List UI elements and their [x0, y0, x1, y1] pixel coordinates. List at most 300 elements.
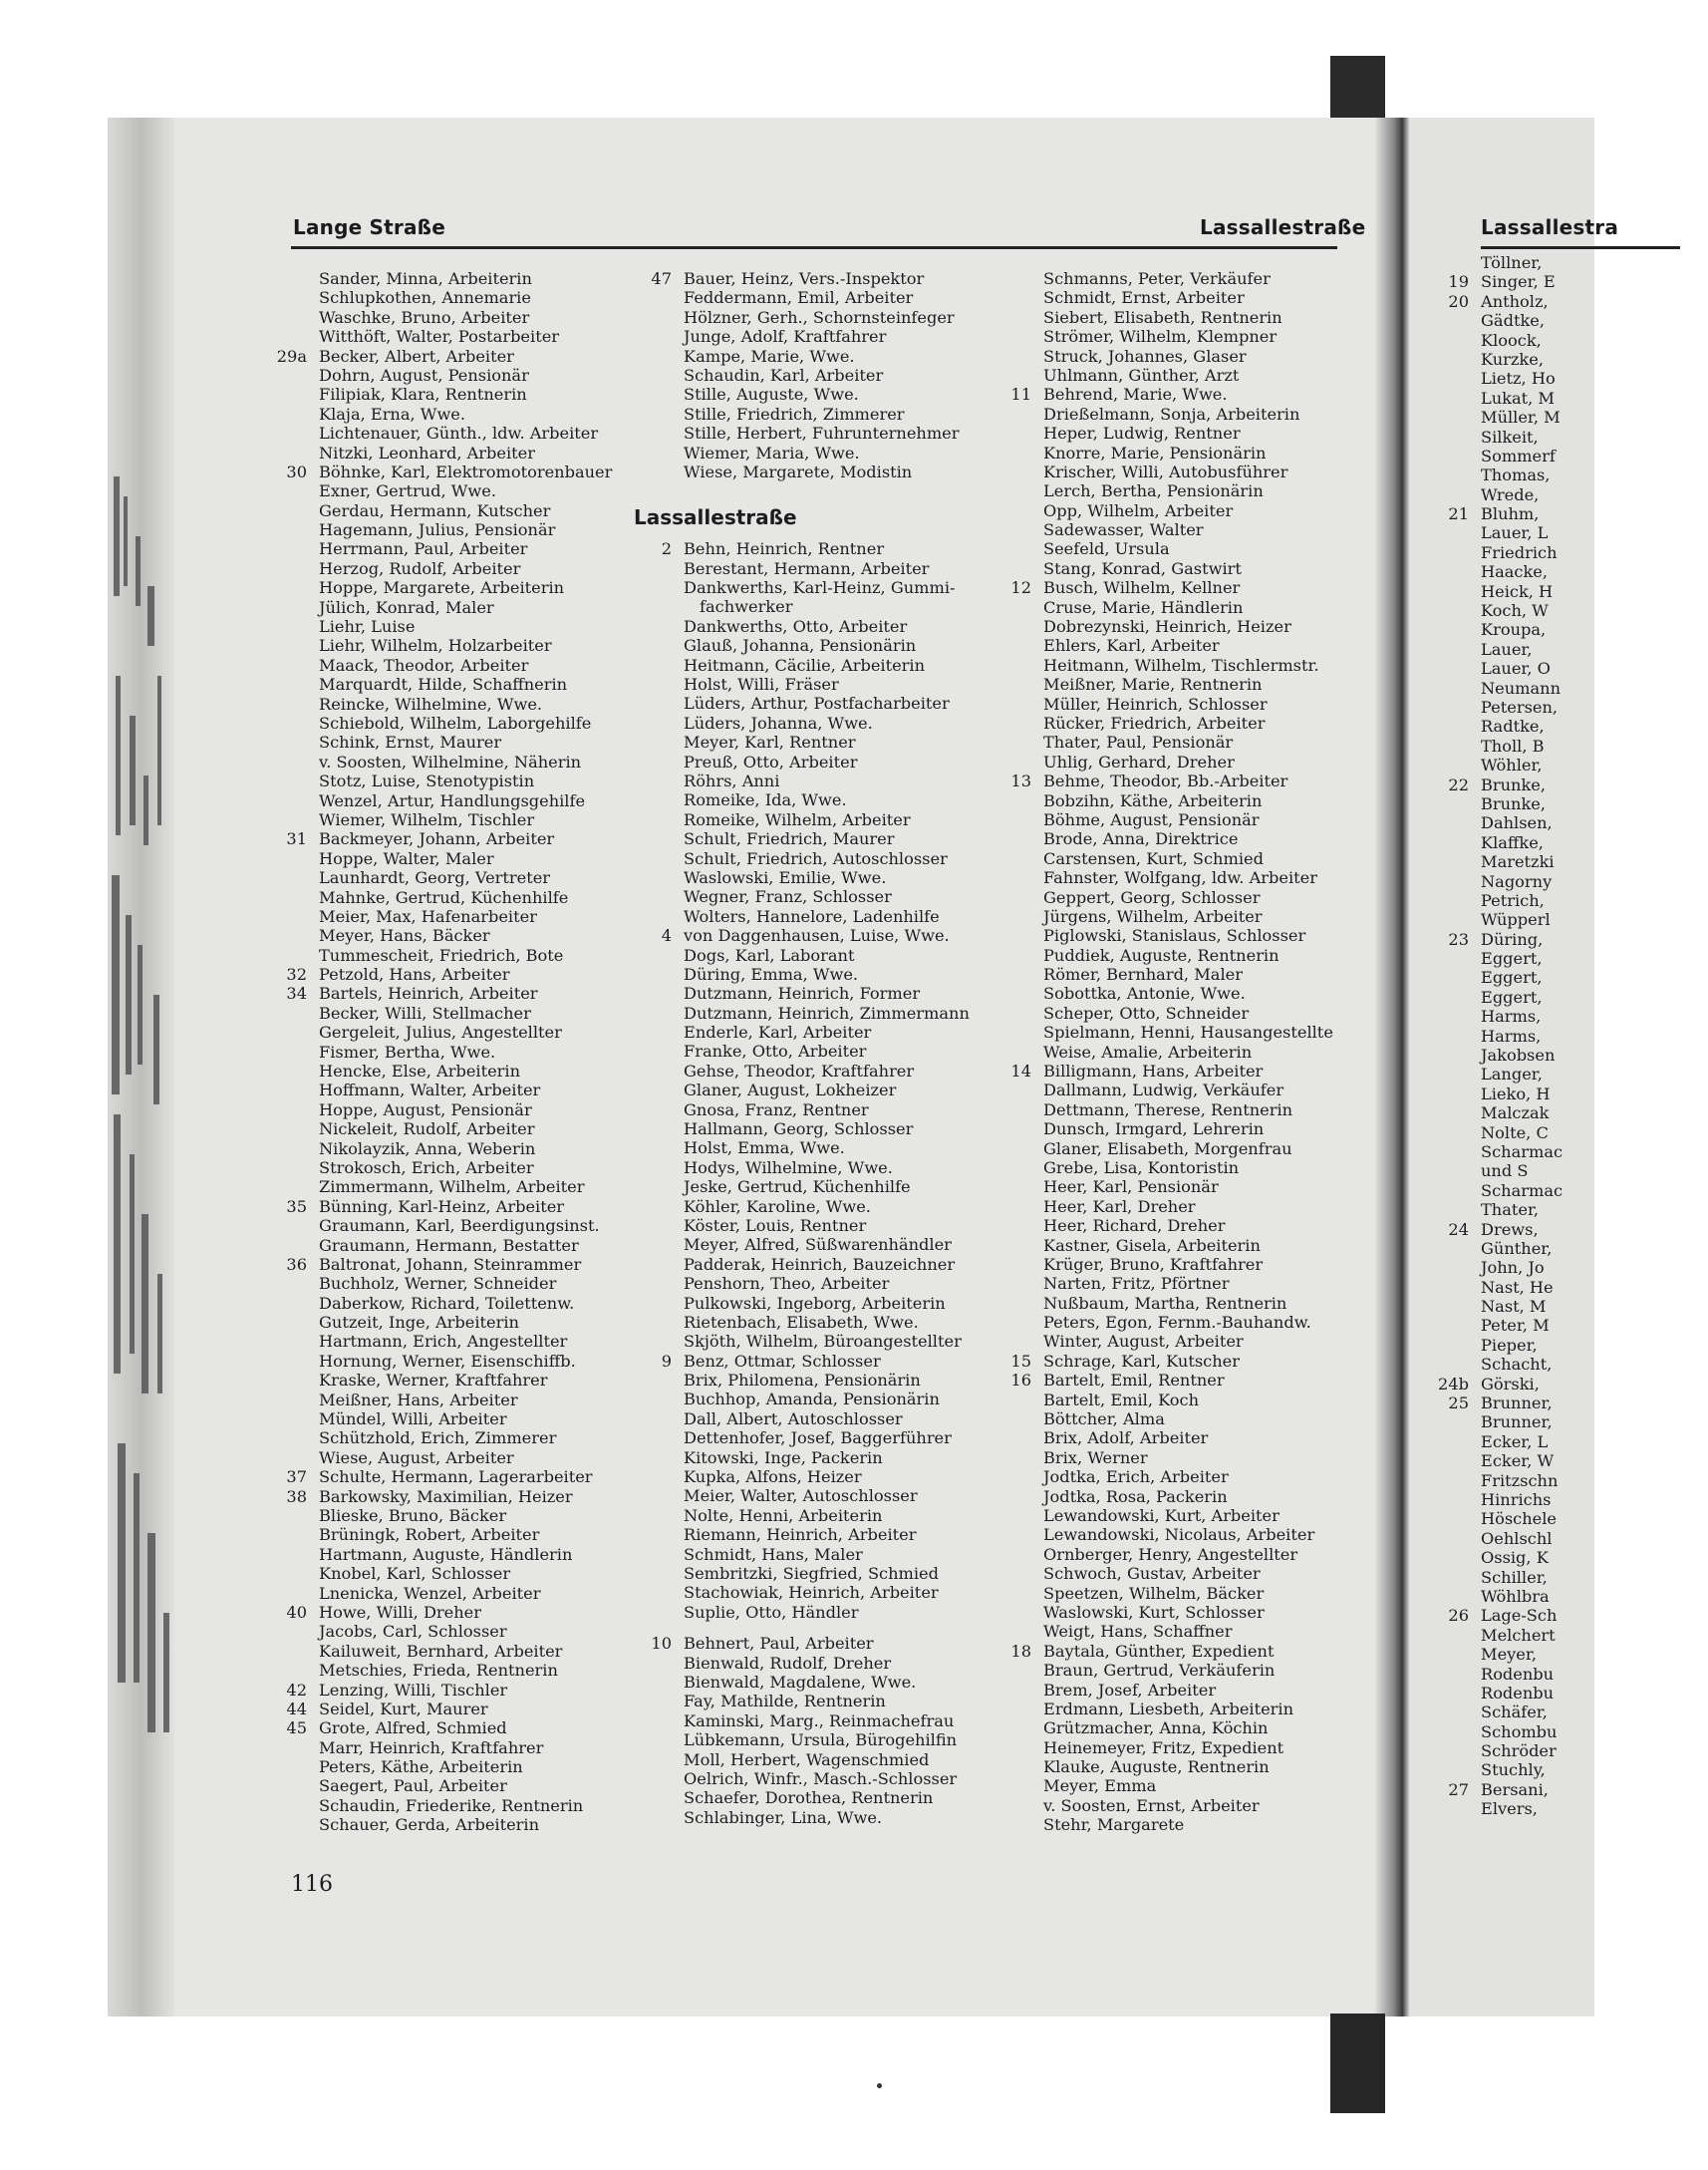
- resident-entry: Pieper,: [1481, 1335, 1538, 1355]
- directory-entry: [269, 772, 628, 790]
- directory-entry: [634, 753, 993, 772]
- resident-entry: Uhlmann, Günther, Arzt: [1043, 365, 1240, 385]
- resident-entry: Wöhler,: [1481, 756, 1543, 775]
- directory-entry: [994, 849, 1352, 868]
- resident-entry: Lauer, L: [1481, 523, 1549, 543]
- resident-entry: Waslowski, Kurt, Schlosser: [1043, 1602, 1265, 1622]
- resident-entry: Ecker, L: [1481, 1431, 1549, 1451]
- directory-entry: [1409, 1258, 1708, 1277]
- directory-entry: [1409, 794, 1708, 813]
- directory-entry: [269, 1352, 628, 1371]
- directory-entry: [994, 656, 1352, 675]
- resident-entry: Marquardt, Hilde, Schaffnerin: [319, 675, 568, 695]
- directory-entry: [634, 965, 993, 984]
- resident-entry: Marr, Heinrich, Kraftfahrer: [319, 1737, 544, 1757]
- house-number: 10: [651, 1634, 672, 1654]
- resident-entry: Brix, Werner: [1043, 1447, 1148, 1467]
- directory-entry: [1409, 1568, 1708, 1587]
- directory-entry: [994, 1313, 1352, 1332]
- directory-entry: [994, 1391, 1352, 1409]
- resident-entry: Brunke,: [1481, 793, 1547, 813]
- directory-entry: [269, 1661, 628, 1680]
- resident-entry: Schaudin, Karl, Arbeiter: [684, 365, 884, 385]
- resident-entry: Petzold, Hans, Arbeiter: [319, 965, 510, 985]
- directory-entry: [269, 714, 628, 733]
- resident-entry: Stehr, Margarete: [1043, 1815, 1185, 1835]
- resident-entry: Nolte, C: [1481, 1122, 1549, 1142]
- directory-entry: [1409, 504, 1708, 523]
- directory-entry: [269, 1584, 628, 1603]
- directory-entry: [634, 829, 993, 848]
- resident-entry: Meyer, Hans, Bäcker: [319, 926, 490, 946]
- directory-entry: [994, 675, 1352, 694]
- resident-entry: Fismer, Bertha, Wwe.: [319, 1042, 496, 1062]
- directory-entry: [1409, 562, 1708, 581]
- resident-entry: Glauß, Johanna, Pensionärin: [684, 636, 917, 656]
- directory-entry: [994, 347, 1352, 366]
- resident-entry: Köster, Louis, Rentner: [684, 1215, 867, 1235]
- directory-entry: [994, 539, 1352, 558]
- directory-entry: [1409, 1451, 1708, 1470]
- directory-entry: [1409, 1027, 1708, 1046]
- resident-entry: Erdmann, Liesbeth, Arbeiterin: [1043, 1699, 1294, 1718]
- resident-entry: Lerch, Bertha, Pensionärin: [1043, 481, 1264, 501]
- directory-entry: [269, 617, 628, 636]
- directory-entry: [1409, 775, 1708, 794]
- resident-entry: Röhrs, Anni: [684, 771, 780, 790]
- resident-entry: Hencke, Else, Arbeiterin: [319, 1062, 521, 1082]
- resident-entry: Meier, Walter, Autoschlosser: [684, 1486, 918, 1506]
- directory-entry: [994, 791, 1352, 810]
- house-number: 11: [1010, 385, 1031, 405]
- resident-entry: Gnosa, Franz, Rentner: [684, 1099, 869, 1119]
- book-gutter: [1375, 118, 1409, 2016]
- directory-entry: [634, 1313, 993, 1332]
- directory-entry: [994, 1815, 1352, 1834]
- directory-entry: [269, 946, 628, 965]
- directory-entry: [1409, 1336, 1708, 1355]
- directory-entry: [994, 984, 1352, 1003]
- directory-entry: [994, 907, 1352, 926]
- directory-entry: [634, 1062, 993, 1081]
- directory-entry: [1409, 872, 1708, 891]
- resident-entry: Brüningk, Robert, Arbeiter: [319, 1525, 540, 1545]
- directory-entry: [269, 907, 628, 926]
- resident-entry: Blieske, Bruno, Bäcker: [319, 1506, 507, 1525]
- resident-entry: und S: [1481, 1161, 1529, 1181]
- directory-entry: [634, 1158, 993, 1177]
- resident-entry: Wrede,: [1481, 484, 1540, 504]
- house-number: 24b: [1438, 1374, 1469, 1394]
- resident-entry: Junge, Adolf, Kraftfahrer: [684, 327, 887, 347]
- directory-entry: [269, 1757, 628, 1776]
- directory-entry: [1409, 408, 1708, 427]
- resident-entry: Jodtka, Erich, Arbeiter: [1043, 1467, 1229, 1487]
- resident-entry: Kaminski, Marg., Reinmachefrau: [684, 1710, 955, 1730]
- resident-entry: Nikolayzik, Anna, Weberin: [319, 1138, 536, 1158]
- directory-entry: [634, 308, 993, 327]
- resident-entry: Brunner,: [1481, 1412, 1553, 1432]
- house-number: 26: [1448, 1606, 1469, 1626]
- header-rule: [291, 246, 1337, 249]
- directory-entry: [1409, 1181, 1708, 1200]
- resident-entry: Böttcher, Alma: [1043, 1409, 1165, 1429]
- resident-entry: Bauer, Heinz, Vers.-Inspektor: [684, 269, 925, 288]
- directory-entry: [994, 1119, 1352, 1138]
- resident-entry: Ornberger, Henry, Angestellter: [1043, 1544, 1298, 1564]
- resident-entry: Benz, Ottmar, Schlosser: [684, 1351, 881, 1371]
- resident-entry: Winter, August, Arbeiter: [1043, 1332, 1244, 1352]
- resident-entry: Jakobsen: [1481, 1046, 1556, 1066]
- house-number: 21: [1448, 504, 1469, 524]
- resident-entry: Backmeyer, Johann, Arbeiter: [319, 829, 555, 849]
- directory-entry: [1409, 1394, 1708, 1412]
- directory-entry: [634, 1042, 993, 1061]
- resident-entry: Jeske, Gertrud, Küchenhilfe: [684, 1177, 911, 1197]
- directory-entry: [1409, 910, 1708, 929]
- resident-entry: Kampe, Marie, Wwe.: [684, 346, 855, 366]
- directory-entry: [1409, 272, 1708, 291]
- resident-entry: Mahnke, Gertrud, Küchenhilfe: [319, 887, 569, 907]
- house-number: 14: [1010, 1062, 1031, 1082]
- directory-entry: [634, 269, 993, 288]
- directory-entry: [994, 1487, 1352, 1506]
- directory-entry: [1409, 1703, 1708, 1721]
- resident-entry: Schink, Ernst, Maurer: [319, 733, 502, 753]
- directory-entry: [1409, 1432, 1708, 1451]
- directory-entry: [1409, 447, 1708, 465]
- resident-entry: Heer, Karl, Pensionär: [1043, 1177, 1219, 1197]
- resident-entry: Meißner, Hans, Arbeiter: [319, 1390, 518, 1409]
- directory-entry: [994, 1776, 1352, 1795]
- page-edge-stack: [108, 118, 175, 2016]
- resident-entry: Görski,: [1481, 1374, 1540, 1394]
- resident-entry: Nagorny: [1481, 871, 1553, 891]
- resident-entry: Brix, Philomena, Pensionärin: [684, 1371, 921, 1391]
- directory-entry: [269, 366, 628, 385]
- directory-entry: [269, 559, 628, 578]
- directory-entry: [994, 1352, 1352, 1371]
- directory-entry: [634, 675, 993, 694]
- resident-entry: Weigt, Hans, Schaffner: [1043, 1622, 1233, 1642]
- resident-entry: Krischer, Willi, Autobusführer: [1043, 462, 1288, 481]
- directory-entry: [634, 444, 993, 463]
- directory-entry: [994, 1004, 1352, 1023]
- house-number: 45: [286, 1718, 307, 1738]
- directory-entry: [1409, 620, 1708, 639]
- resident-entry: Schauer, Gerda, Arbeiterin: [319, 1815, 540, 1835]
- resident-entry: Howe, Willi, Dreher: [319, 1602, 481, 1622]
- directory-entry: [634, 617, 993, 636]
- directory-entry: [1409, 1587, 1708, 1606]
- directory-entry: [1409, 543, 1708, 562]
- resident-entry: Mündel, Willi, Arbeiter: [319, 1409, 507, 1429]
- resident-entry: Thater,: [1481, 1200, 1540, 1220]
- resident-entry: Reincke, Wilhelmine, Wwe.: [319, 694, 543, 714]
- directory-entry: [634, 347, 993, 366]
- directory-entry: [269, 888, 628, 907]
- resident-entry: Düring,: [1481, 929, 1544, 949]
- directory-entry: [634, 385, 993, 404]
- resident-entry: Nickeleit, Rudolf, Arbeiter: [319, 1119, 535, 1139]
- resident-entry: Waschke, Bruno, Arbeiter: [319, 307, 530, 327]
- directory-entry: [634, 1428, 993, 1447]
- resident-entry: Strömer, Wilhelm, Klempner: [1043, 327, 1278, 347]
- resident-entry: Knorre, Marie, Pensionärin: [1043, 443, 1267, 463]
- resident-entry: Buchholz, Werner, Schneider: [319, 1274, 557, 1294]
- directory-column-2: [634, 269, 993, 1827]
- resident-entry: Bienwald, Rudolf, Dreher: [684, 1653, 892, 1673]
- scan-speck: [877, 2083, 882, 2088]
- directory-entry: [1409, 1509, 1708, 1528]
- resident-entry: Schmanns, Peter, Verkäufer: [1043, 269, 1271, 288]
- directory-entry: [1409, 756, 1708, 775]
- resident-entry: Stuchly,: [1481, 1760, 1546, 1780]
- directory-entry: [269, 984, 628, 1003]
- resident-entry: Dettmann, Therese, Rentnerin: [1043, 1099, 1293, 1119]
- directory-entry: [994, 965, 1352, 984]
- resident-entry: Rücker, Friedrich, Arbeiter: [1043, 713, 1266, 733]
- directory-entry: [634, 907, 993, 926]
- resident-entry: Dutzmann, Heinrich, Former: [684, 984, 921, 1004]
- directory-entry: [269, 444, 628, 463]
- resident-entry: Behn, Heinrich, Rentner: [684, 539, 885, 559]
- directory-entry: [634, 1467, 993, 1486]
- resident-entry: Daberkow, Richard, Toilettenw.: [319, 1293, 575, 1313]
- directory-entry: [269, 695, 628, 714]
- directory-entry: [634, 1023, 993, 1042]
- directory-entry: [994, 1448, 1352, 1467]
- resident-entry: Peters, Egon, Fernm.-Bauhandw.: [1043, 1313, 1311, 1333]
- directory-entry: [634, 984, 993, 1003]
- resident-entry: Braun, Gertrud, Verkäuferin: [1043, 1661, 1276, 1681]
- directory-entry: [269, 791, 628, 810]
- directory-entry: [634, 539, 993, 558]
- resident-entry: Köhler, Karoline, Wwe.: [684, 1196, 871, 1216]
- directory-entry: [269, 1815, 628, 1834]
- resident-entry: Wiese, Margarete, Modistin: [684, 462, 913, 481]
- directory-entry: [1409, 1606, 1708, 1625]
- binding-clip-bottom: [1330, 2014, 1385, 2113]
- resident-entry: Lüders, Arthur, Postfacharbeiter: [684, 694, 950, 714]
- resident-entry: Nast, M: [1481, 1297, 1547, 1317]
- directory-entry: [994, 424, 1352, 443]
- house-number: 27: [1448, 1779, 1469, 1799]
- directory-entry: [634, 1390, 993, 1408]
- directory-entry: [634, 656, 993, 675]
- resident-entry: fachwerker: [700, 597, 793, 617]
- directory-entry: [269, 1043, 628, 1062]
- directory-entry: [269, 829, 628, 848]
- resident-entry: Ecker, W: [1481, 1451, 1555, 1471]
- directory-entry: [634, 849, 993, 868]
- resident-entry: Rodenbu: [1481, 1664, 1555, 1684]
- house-number: 34: [286, 984, 307, 1004]
- directory-entry: [1409, 659, 1708, 678]
- directory-entry: [634, 1730, 993, 1749]
- directory-entry: [994, 598, 1352, 617]
- resident-entry: Eggert,: [1481, 987, 1543, 1007]
- house-number: 25: [1448, 1394, 1469, 1413]
- resident-entry: Brunner,: [1481, 1394, 1553, 1413]
- running-header-right: Lassallestraße: [1200, 215, 1366, 239]
- resident-entry: Barkowsky, Maximilian, Heizer: [319, 1486, 573, 1506]
- directory-entry: [269, 1313, 628, 1332]
- resident-entry: Römer, Bernhard, Maler: [1043, 965, 1243, 985]
- directory-entry: [1409, 1142, 1708, 1161]
- directory-entry: [994, 444, 1352, 463]
- resident-entry: Schlupkothen, Annemarie: [319, 288, 531, 308]
- directory-entry: [994, 1081, 1352, 1099]
- resident-entry: Meyer,: [1481, 1645, 1537, 1665]
- directory-entry: [994, 1467, 1352, 1486]
- directory-entry: [994, 501, 1352, 520]
- directory-entry: [634, 1197, 993, 1216]
- directory-entry: [634, 1634, 993, 1653]
- resident-entry: Heer, Karl, Dreher: [1043, 1196, 1196, 1216]
- resident-entry: Penshorn, Theo, Arbeiter: [684, 1274, 890, 1294]
- resident-entry: Lübkemann, Ursula, Bürogehilfin: [684, 1730, 958, 1750]
- resident-entry: Nolte, Henni, Arbeiterin: [684, 1505, 883, 1525]
- house-number: 12: [1010, 578, 1031, 598]
- directory-entry: [634, 559, 993, 578]
- directory-entry: [1409, 1529, 1708, 1548]
- directory-entry: [994, 1564, 1352, 1583]
- resident-entry: Heick, H: [1481, 581, 1554, 601]
- directory-entry: [994, 405, 1352, 424]
- resident-entry: Brem, Josef, Arbeiter: [1043, 1680, 1217, 1700]
- directory-entry: [634, 946, 993, 965]
- resident-entry: Metschies, Frieda, Rentnerin: [319, 1661, 558, 1681]
- resident-entry: Sembritzki, Siegfried, Schmied: [684, 1564, 940, 1583]
- directory-entry: [994, 1274, 1352, 1293]
- resident-entry: Exner, Gertrud, Wwe.: [319, 481, 496, 501]
- right-page-header: Lassallestra: [1481, 215, 1619, 239]
- resident-entry: Lewandowski, Kurt, Arbeiter: [1043, 1506, 1280, 1525]
- resident-entry: Meißner, Marie, Rentnerin: [1043, 675, 1263, 695]
- directory-entry: [994, 559, 1352, 578]
- directory-entry: [269, 1119, 628, 1138]
- running-header-left: Lange Straße: [293, 215, 445, 239]
- directory-entry: [1409, 1007, 1708, 1026]
- resident-entry: Meyer, Alfred, Süßwarenhändler: [684, 1235, 952, 1255]
- directory-entry: [634, 1506, 993, 1525]
- directory-entry: [1409, 1645, 1708, 1664]
- directory-entry: [269, 1391, 628, 1409]
- resident-entry: Piglowski, Stanislaus, Schlosser: [1043, 926, 1306, 946]
- resident-entry: Hallmann, Georg, Schlosser: [684, 1119, 914, 1139]
- resident-entry: Knobel, Karl, Schlosser: [319, 1564, 511, 1584]
- directory-entry: [269, 1681, 628, 1700]
- resident-entry: Töllner,: [1481, 253, 1543, 272]
- resident-entry: Sommerf: [1481, 446, 1556, 465]
- resident-entry: Schaudin, Friederike, Rentnerin: [319, 1795, 584, 1815]
- resident-entry: Cruse, Marie, Händlerin: [1043, 597, 1244, 617]
- directory-entry: [1409, 523, 1708, 542]
- directory-entry: [269, 481, 628, 500]
- directory-entry: [994, 1043, 1352, 1062]
- directory-entry: [1409, 601, 1708, 620]
- directory-entry: [994, 829, 1352, 848]
- directory-entry: [634, 1409, 993, 1428]
- directory-entry: [1409, 1161, 1708, 1180]
- directory-entry: [994, 753, 1352, 772]
- directory-entry: [269, 347, 628, 366]
- directory-entry: [634, 1750, 993, 1769]
- directory-entry: [1409, 1085, 1708, 1103]
- resident-entry: Pulkowski, Ingeborg, Arbeiterin: [684, 1293, 946, 1313]
- resident-entry: Sadewasser, Walter: [1043, 520, 1204, 540]
- resident-entry: Klauke, Auguste, Rentnerin: [1043, 1757, 1270, 1777]
- directory-entry: [1409, 1355, 1708, 1374]
- resident-entry: Stang, Konrad, Gastwirt: [1043, 558, 1242, 578]
- directory-entry: [1409, 1548, 1708, 1567]
- resident-entry: Dallmann, Ludwig, Verkäufer: [1043, 1081, 1284, 1100]
- directory-entry: [269, 463, 628, 481]
- directory-entry: [994, 1255, 1352, 1274]
- directory-entry: [634, 1711, 993, 1730]
- directory-entry: [1409, 1123, 1708, 1142]
- house-number: 16: [1010, 1371, 1031, 1391]
- resident-entry: Strokosch, Erich, Arbeiter: [319, 1157, 534, 1177]
- resident-entry: Scharmac: [1481, 1141, 1564, 1161]
- resident-entry: Lukat, M: [1481, 388, 1556, 408]
- resident-entry: Lauer, O: [1481, 659, 1551, 679]
- resident-entry: Brode, Anna, Direktrice: [1043, 829, 1239, 849]
- directory-entry: [634, 366, 993, 385]
- directory-entry: [634, 424, 993, 443]
- resident-entry: Lenzing, Willi, Tischler: [319, 1680, 508, 1700]
- directory-entry: [1409, 485, 1708, 504]
- resident-entry: Sander, Minna, Arbeiterin: [319, 269, 532, 288]
- directory-entry: [994, 1622, 1352, 1641]
- directory-entry: [634, 1100, 993, 1119]
- directory-entry: [634, 1294, 993, 1313]
- directory-entry: [269, 598, 628, 617]
- house-number: 20: [1448, 291, 1469, 311]
- resident-entry: Sobottka, Antonie, Wwe.: [1043, 984, 1246, 1004]
- resident-entry: Gutzeit, Inge, Arbeiterin: [319, 1313, 519, 1333]
- resident-entry: Spielmann, Henni, Hausangestellte: [1043, 1023, 1333, 1043]
- resident-entry: Becker, Willi, Stellmacher: [319, 1003, 531, 1023]
- resident-entry: Dankwerths, Karl-Heinz, Gummi-: [684, 578, 956, 598]
- resident-entry: Böhme, August, Pensionär: [1043, 809, 1260, 829]
- resident-entry: Lewandowski, Nicolaus, Arbeiter: [1043, 1525, 1315, 1545]
- directory-entry: [994, 1197, 1352, 1216]
- directory-entry: [634, 1138, 993, 1157]
- directory-entry: [1409, 1375, 1708, 1394]
- directory-entry: [1409, 737, 1708, 756]
- resident-entry: Fay, Mathilde, Rentnerin: [684, 1692, 886, 1711]
- house-number: 40: [286, 1602, 307, 1622]
- directory-entry: [994, 327, 1352, 346]
- directory-entry: [269, 1332, 628, 1351]
- resident-entry: Liehr, Wilhelm, Holzarbeiter: [319, 636, 552, 656]
- directory-entry: [1409, 1799, 1708, 1818]
- resident-entry: Uhlig, Gerhard, Dreher: [1043, 752, 1235, 772]
- house-number: 18: [1010, 1641, 1031, 1661]
- resident-entry: Scheper, Otto, Schneider: [1043, 1003, 1250, 1023]
- resident-entry: Witthöft, Walter, Postarbeiter: [319, 327, 560, 347]
- resident-entry: Petersen,: [1481, 697, 1559, 717]
- resident-entry: Riemann, Heinrich, Arbeiter: [684, 1525, 917, 1545]
- directory-entry: [634, 1788, 993, 1807]
- resident-entry: Dutzmann, Heinrich, Zimmermann: [684, 1003, 970, 1023]
- resident-entry: Schützhold, Erich, Zimmerer: [319, 1428, 557, 1448]
- resident-entry: Jodtka, Rosa, Packerin: [1043, 1486, 1228, 1506]
- directory-entry: [1409, 1220, 1708, 1239]
- directory-entry: [269, 1622, 628, 1641]
